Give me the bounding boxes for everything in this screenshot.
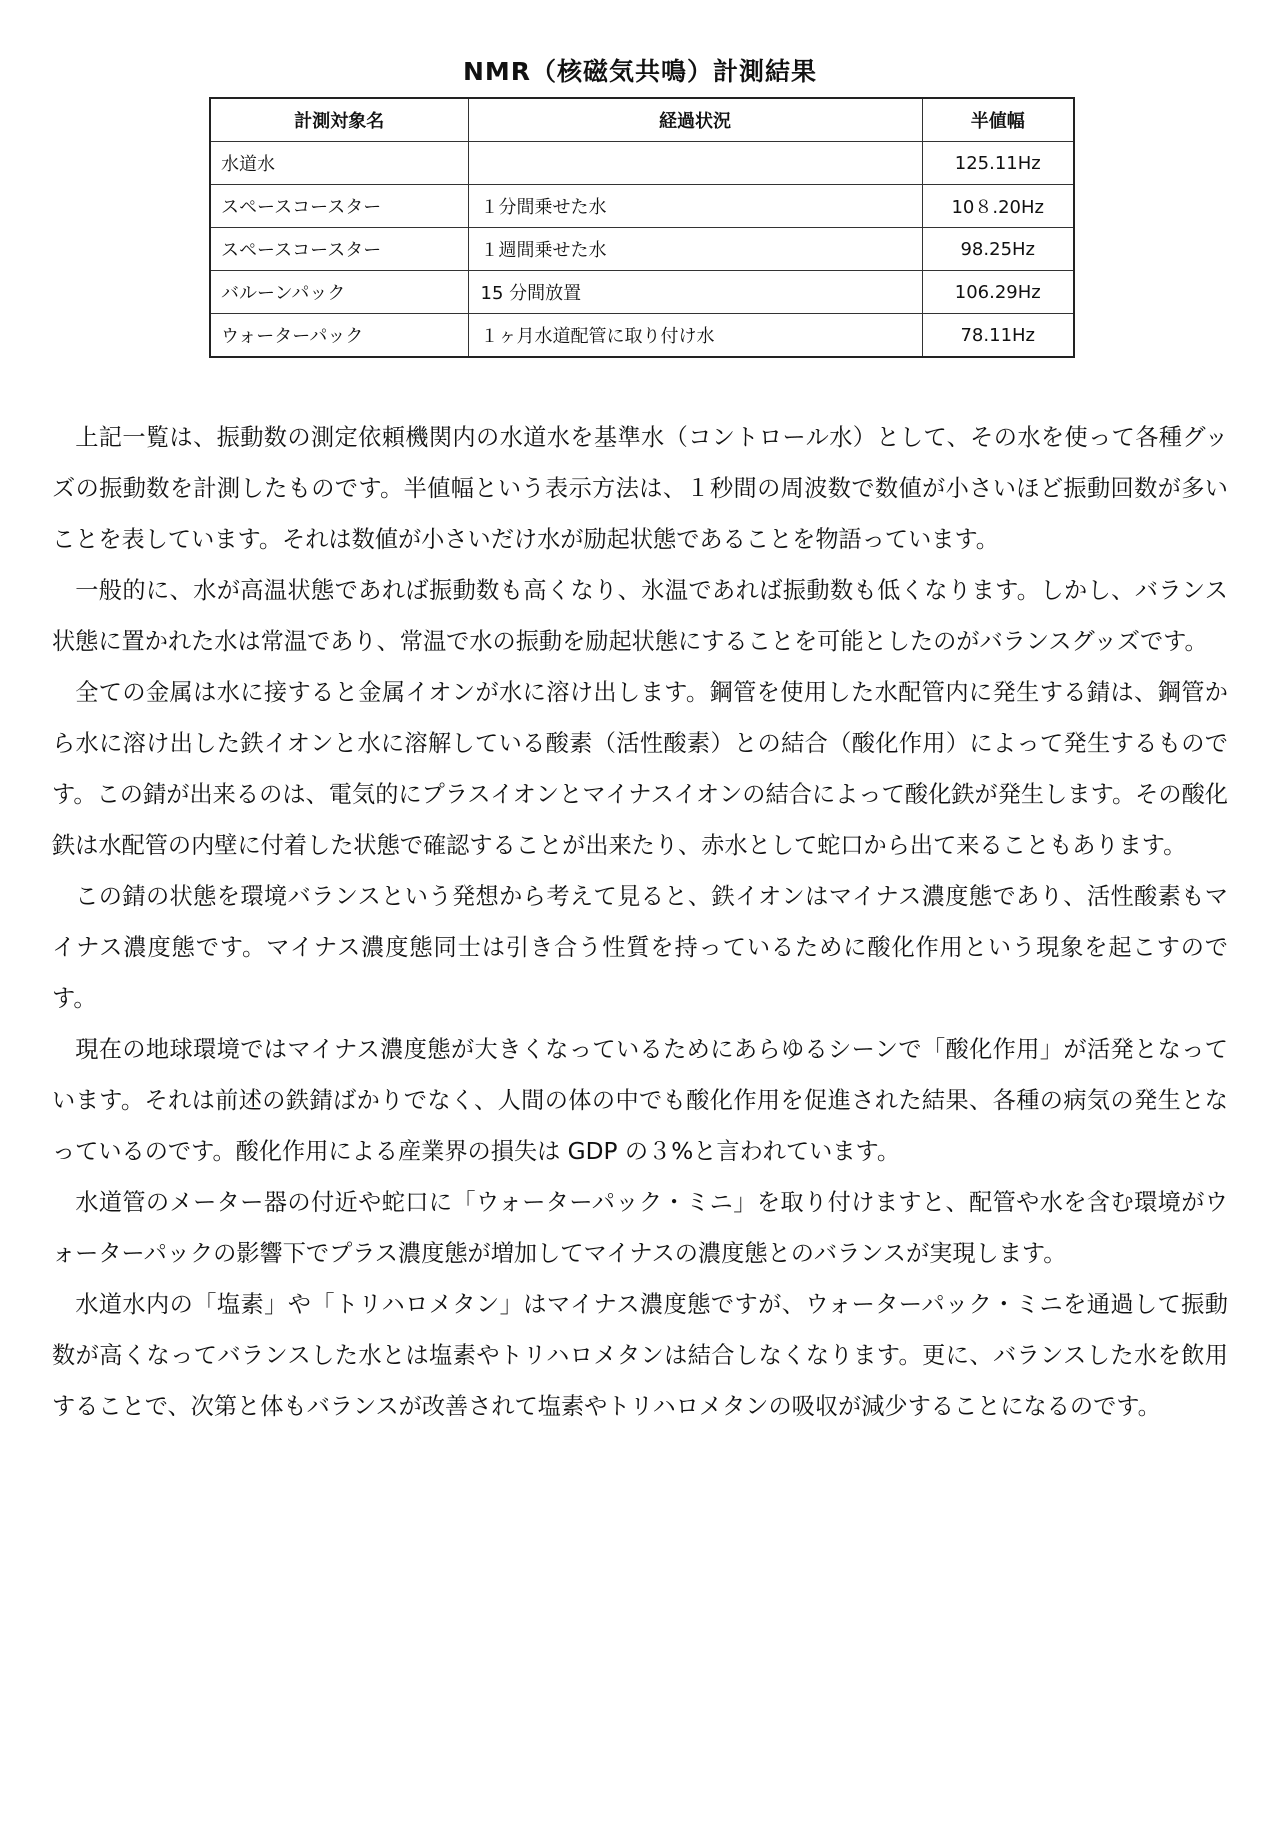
- paragraph-rust: 全ての金属は水に接すると金属イオンが水に溶け出します。鋼管を使用した水配管内に発生する錆は、鋼管から水に溶け出した鉄イオンと水に溶解している酸素（活性酸素）との結合（酸化作用）によって発生するものです。この錆が出来るのは、電気的にプラスイオンとマイナスイオンの結合によって酸化鉄が発生します。その酸化鉄は水配管の内壁に付着した状態で確認することが出来たり、赤水として蛇口から出て来ることもあります。: [52, 679, 1228, 859]
- table-row: [210, 142, 1074, 185]
- cell-half-width: 78.11Hz: [922, 314, 1074, 358]
- cell-progress: [468, 142, 922, 185]
- cell-half-width: 10８.20Hz: [922, 185, 1074, 228]
- cell-half-width: 98.25Hz: [922, 228, 1074, 271]
- table-row: [210, 185, 1074, 228]
- table-row: [210, 228, 1074, 271]
- cell-progress: １ヶ月水道配管に取り付け水: [468, 314, 922, 358]
- cell-target-name: スペースコースター: [210, 228, 468, 271]
- cell-target-name: ウォーターパック: [210, 314, 468, 358]
- cell-target-name: 水道水: [210, 142, 468, 185]
- page-title: NMR（核磁気共鳴）計測結果: [462, 57, 818, 86]
- paragraph-water-pack: 水道管のメーター器の付近や蛇口に「ウォーターパック・ミニ」を取り付けますと、配管や水を含む環境がウォーターパックの影響下でプラス濃度態が増加してマイナスの濃度態とのバランスが実現します。: [52, 1189, 1228, 1267]
- body-text: [52, 412, 1228, 1432]
- paragraph-chlorine: 水道水内の「塩素」や「トリハロメタン」はマイナス濃度態ですが、ウォーターパック・ミニを通過して振動数が高くなってバランスした水とは塩素やトリハロメタンは結合しなくなります。更に、バランスした水を飲用することで、次第と体もバランスが改善されて塩素やトリハロメタンの吸収が減少することになるのです。: [52, 1291, 1228, 1420]
- paragraph-summary: 上記一覧は、振動数の測定依頼機関内の水道水を基準水（コントロール水）として、その水を使って各種グッズの振動数を計測したものです。半値幅という表示方法は、１秒間の周波数で数値が小さいほど振動回数が多いことを表しています。それは数値が小さいだけ水が励起状態であることを物語っています。: [52, 424, 1228, 553]
- cell-progress: 15 分間放置: [468, 271, 922, 314]
- nmr-results-table: [209, 97, 1075, 358]
- cell-target-name: スペースコースター: [210, 185, 468, 228]
- paragraph-oxidation: 現在の地球環境ではマイナス濃度態が大きくなっているためにあらゆるシーンで「酸化作用」が活発となっています。それは前述の鉄錆ばかりでなく、人間の体の中でも酸化作用を促進された結果、各種の病気の発生となっているのです。酸化作用による産業界の損失は GDP の３%と言われています。: [52, 1036, 1228, 1165]
- header-half-width: 半値幅: [922, 98, 1074, 142]
- header-target-name: 計測対象名: [210, 98, 468, 142]
- cell-progress: １分間乗せた水: [468, 185, 922, 228]
- cell-half-width: 125.11Hz: [922, 142, 1074, 185]
- paragraph-temperature: 一般的に、水が高温状態であれば振動数も高くなり、氷温であれば振動数も低くなります。しかし、バランス状態に置かれた水は常温であり、常温で水の振動を励起状態にすることを可能としたのがバランスグッズです。: [52, 577, 1228, 655]
- header-progress: 経過状況: [468, 98, 922, 142]
- cell-half-width: 106.29Hz: [922, 271, 1074, 314]
- table-header-row: [210, 98, 1074, 142]
- cell-progress: １週間乗せた水: [468, 228, 922, 271]
- cell-target-name: バルーンパック: [210, 271, 468, 314]
- paragraph-balance: この錆の状態を環境バランスという発想から考えて見ると、鉄イオンはマイナス濃度態であり、活性酸素もマイナス濃度態です。マイナス濃度態同士は引き合う性質を持っているために酸化作用という現象を起こすのです。: [52, 883, 1228, 1012]
- table-row: [210, 271, 1074, 314]
- table-row: [210, 314, 1074, 358]
